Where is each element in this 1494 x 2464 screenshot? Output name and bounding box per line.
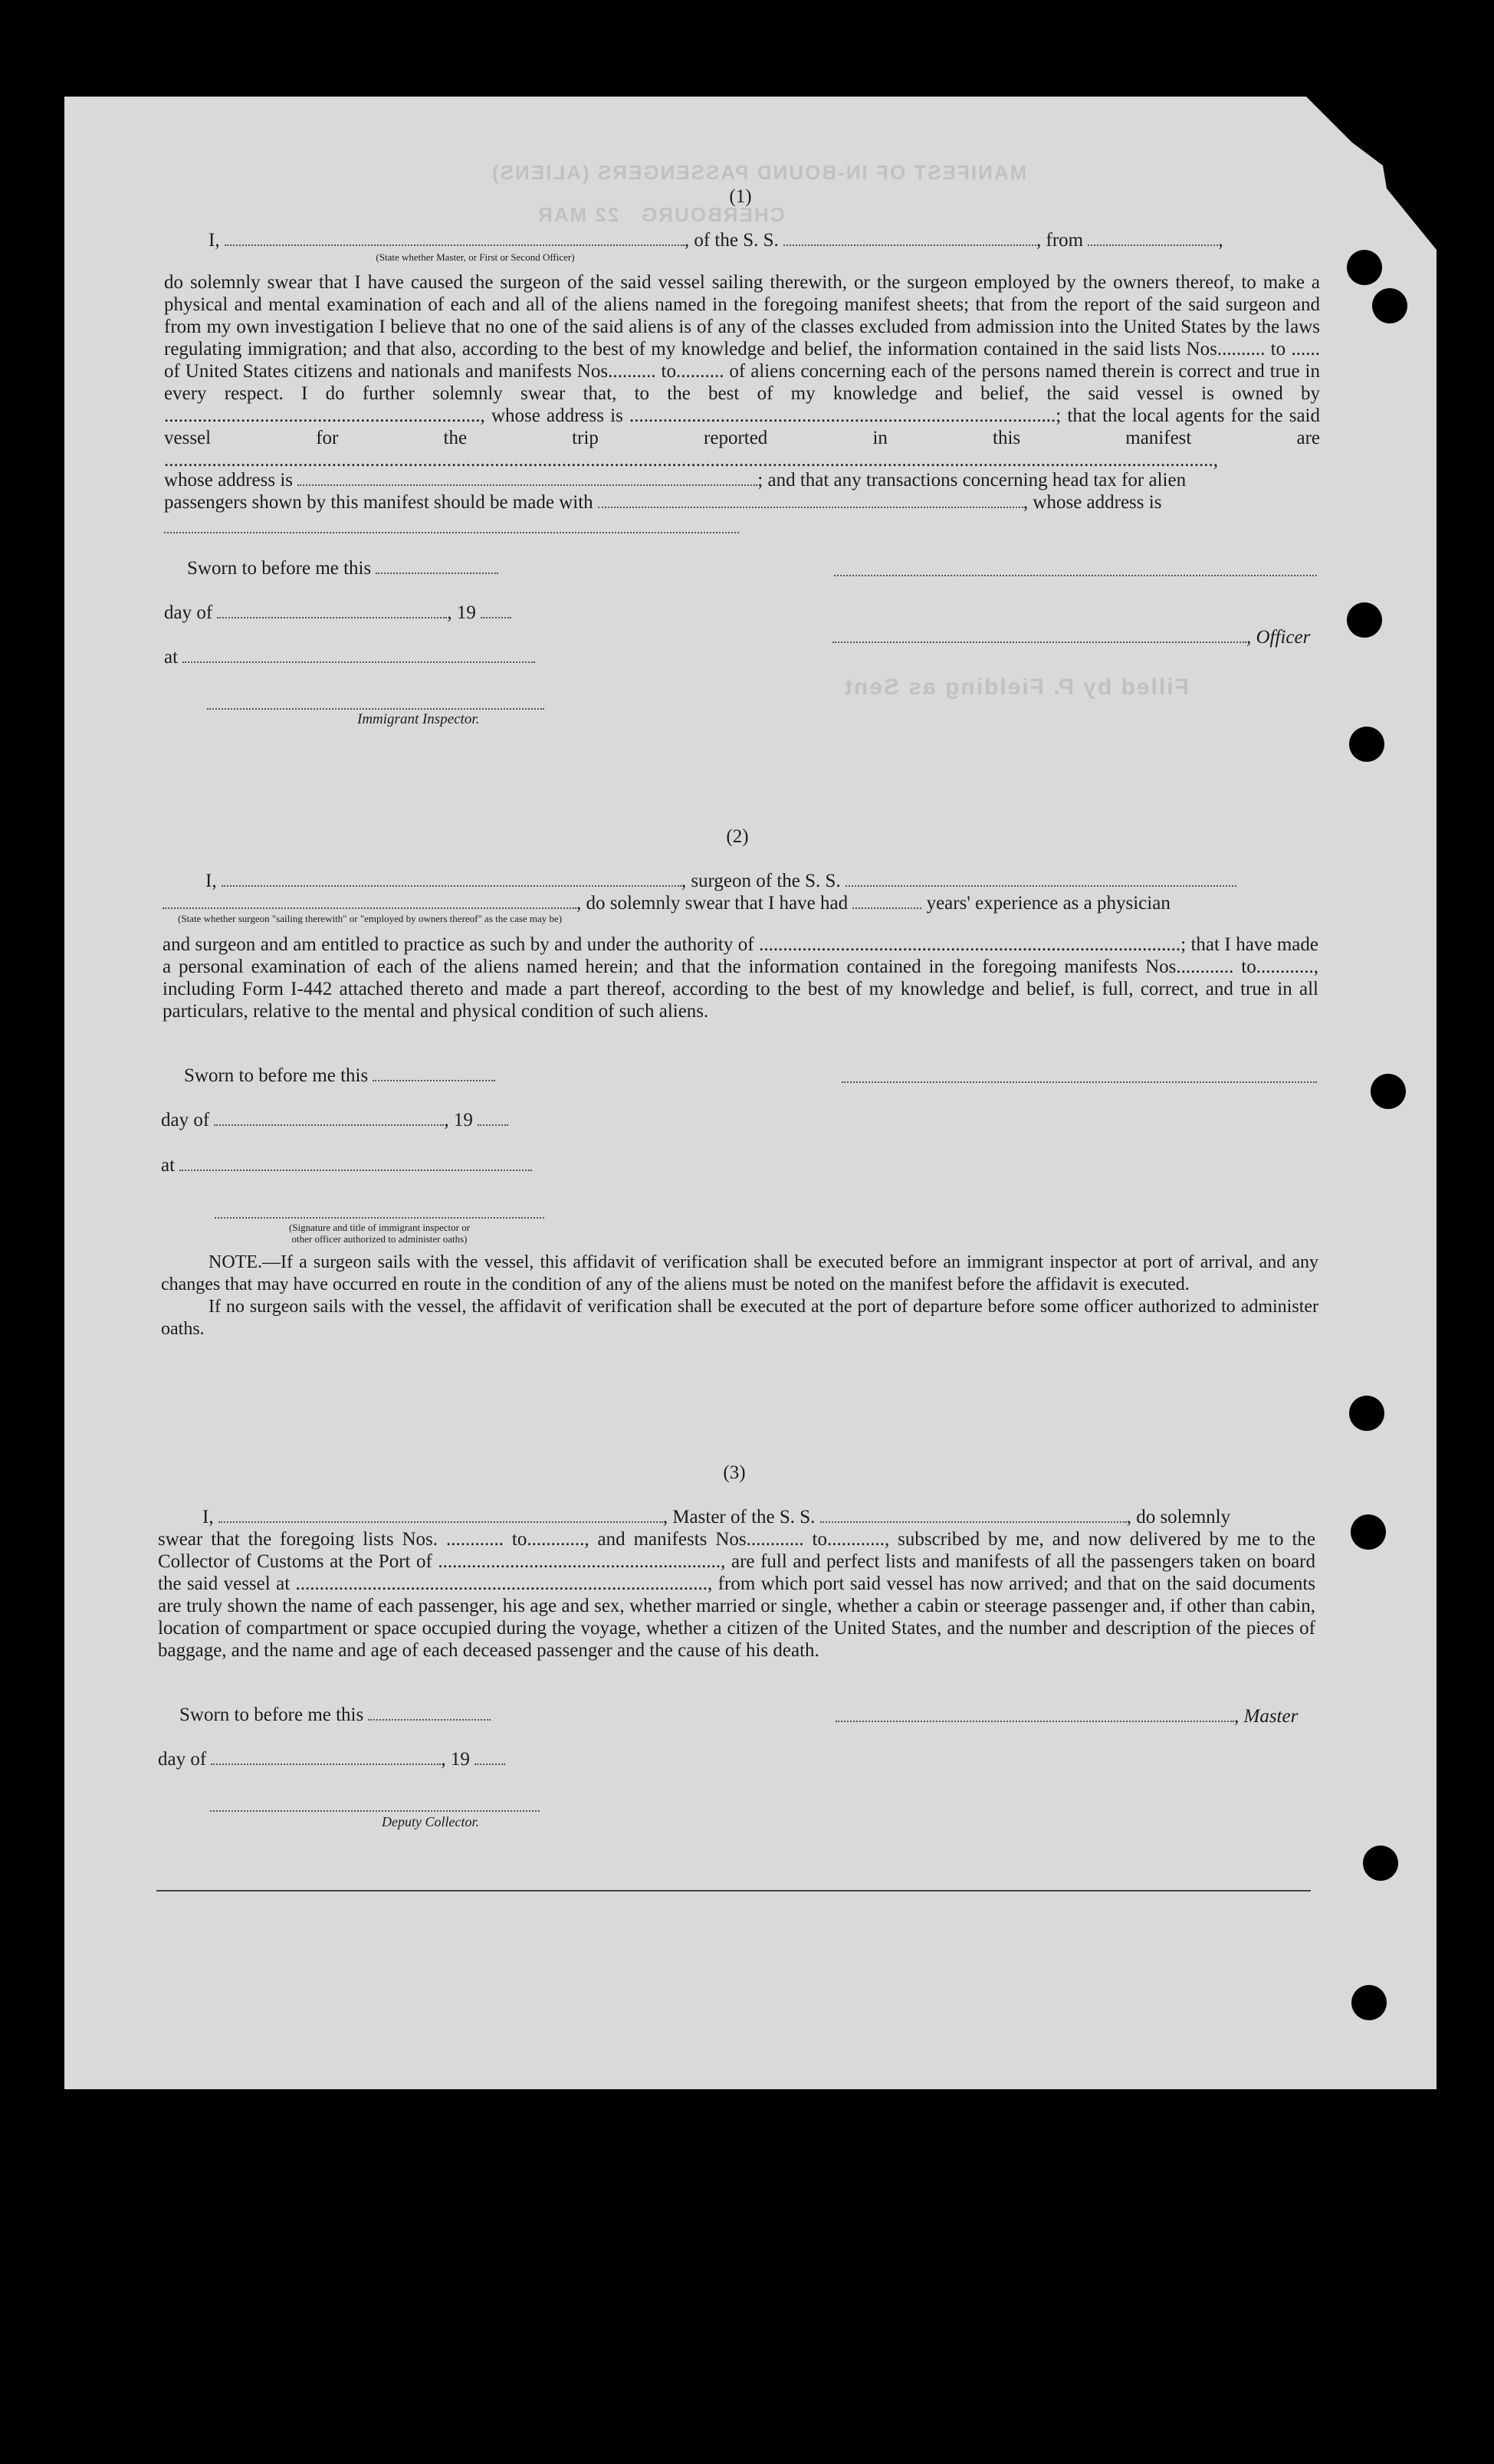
- surgeon-note: [161, 1252, 1318, 1340]
- section-1-i: I,: [209, 230, 220, 251]
- at-place-blank: [182, 648, 535, 663]
- section-1-day-line: day of , 19: [164, 602, 511, 624]
- immigrant-inspector-caption: Immigrant Inspector.: [357, 711, 480, 727]
- section-3-number: (3): [723, 1462, 746, 1483]
- punch-hole: [1351, 1514, 1386, 1550]
- section-1-at-line: at: [164, 647, 535, 668]
- bleed-through-text: Filled by P. Fielding as Sent: [843, 674, 1189, 700]
- section-2-at-line: at: [161, 1155, 532, 1176]
- punch-hole: [1349, 1396, 1384, 1431]
- signature-caption-line2: other officer authorized to administer oaths): [291, 1233, 468, 1245]
- section-3-first-line: I, , Master of the S. S. , do solemnly: [202, 1507, 1231, 1527]
- section-3-sworn-line: Sworn to before me this: [179, 1704, 491, 1726]
- master-signature-line: , Master: [836, 1706, 1298, 1727]
- section-2-day-line: day of , 19: [161, 1110, 508, 1131]
- section-3-oath-paragraph: swear that the foregoing lists Nos. ............ to............, and manifests Nos............ to............, subscribed by me, and now delivered by me to the Collector of Customs at the Port of ..........................................................., are full and perfect lists and manifests of all the passengers taken on board the said vessel at ......................................................................................, from which port said vessel has now arrived; and that on the said documents are truly shown the name of each passenger, his age and sex, whether married or single, whether a cabin or steerage passenger and, if other than cabin, location of compartment or space occupied during the voyage, whether a citizen of the United States, and the number and description of the pieces of baggage, and the name and age of each deceased passenger and the cause of his death.: [158, 1529, 1315, 1661]
- officer-signature-line: , Officer: [832, 627, 1310, 648]
- master-signature-blank: [836, 1707, 1234, 1722]
- punch-hole: [1351, 1985, 1387, 2020]
- section-1-vessel-label: , of the S. S.: [684, 230, 779, 251]
- head-tax-agent-blank: [598, 493, 1023, 508]
- collector-signature-blank: [210, 1810, 540, 1812]
- surgeon-status-blank: [163, 894, 576, 909]
- punch-hole: [1363, 1846, 1398, 1881]
- master-name-blank: [218, 1508, 663, 1523]
- year-blank: [478, 1111, 508, 1126]
- surgeon-vessel-blank: [846, 871, 1236, 887]
- punch-hole: [1371, 1074, 1406, 1109]
- sworn-date-blank: [373, 1066, 495, 1081]
- day-of-blank: [214, 1111, 444, 1126]
- section-1-number: (1): [729, 186, 752, 207]
- section-1-first-line: I, , of the S. S. , from ,: [209, 230, 1223, 251]
- day-of-blank: [217, 603, 447, 618]
- surgeon-signature-blank: [842, 1081, 1317, 1083]
- deputy-collector-caption: Deputy Collector.: [382, 1814, 479, 1829]
- punch-hole: [1349, 727, 1384, 762]
- day-of-blank: [211, 1750, 441, 1765]
- section-2-oath-paragraph: and surgeon and am entitled to practice as such by and under the authority of ........................................................................................; that I have made a personal examination of each of the aliens named herein; and that the information contained in the foregoing manifests Nos............ to............, including Form I-442 attached thereto and made a part thereof, according to the best of my knowledge and belief, is full, correct, and true in all particulars, relative to the mental and physical condition of such aliens.: [163, 934, 1318, 1022]
- section-1-oath-paragraph: do solemnly swear that I have caused the surgeon of the said vessel sailing therewith, or the surgeon employed by the owners thereof, to make a physical and mental examination of each and all of the aliens named in the foregoing manifest sheets; that from the report of the said surgeon and from my own investigation I believe that no one of the said aliens is of any of the classes excluded from admission into the United States by the laws regulating immigration; and that also, according to the best of my knowledge and belief, the information contained in the said lists Nos.......... to ...... of United States citizens and nationals and manifests Nos.......... to.......... of aliens concerning each of the persons named therein is correct and true in every respect. I do further solemnly swear that, to the best of my knowledge and belief, the said vessel is owned by .................................................................., whose address is .........................................................................................; that the local agents for the said vessel for the trip reported in this manifest are ...........................................................................................................................................................................................................................,: [164, 272, 1320, 471]
- section-1-address-blank: [164, 532, 739, 533]
- officer-signature-blank-top: [834, 575, 1317, 576]
- vessel-name-blank: [783, 231, 1036, 246]
- bleed-through-text: CHERBOURG 22 MAR: [537, 203, 785, 226]
- vessel-name-blank: [820, 1508, 1127, 1523]
- bottom-rule: [156, 1890, 1311, 1891]
- at-place-blank: [179, 1156, 532, 1171]
- punch-hole: [1372, 288, 1407, 323]
- section-1-sworn-line: Sworn to before me this: [187, 558, 498, 579]
- section-1-officer-caption: (State whether Master, or First or Second Officer): [376, 251, 575, 263]
- section-1-from-label: , from: [1036, 230, 1084, 251]
- year-blank: [474, 1750, 505, 1765]
- section-2-sworn-line: Sworn to before me this: [184, 1065, 495, 1087]
- inspector-signature-blank: [207, 708, 544, 710]
- section-2-second-line: , do solemnly swear that I have had years' experience as a physician: [163, 893, 1171, 914]
- note-paragraph-1: NOTE.—If a surgeon sails with the vessel, this affidavit of verification shall be executed before an immigrant inspector at port of arrival, and any changes that may have occurred en route in the condition of any of the aliens must be noted on the manifest before the affidavit is executed.: [161, 1252, 1318, 1294]
- surgeon-name-blank: [222, 871, 681, 887]
- section-2-first-line: I, , surgeon of the S. S.: [205, 871, 1236, 892]
- agent-address-blank: [297, 471, 757, 486]
- note-paragraph-2: If no surgeon sails with the vessel, the affidavit of verification shall be executed at the port of departure before some officer authorized to administer oaths.: [161, 1297, 1318, 1339]
- section-3-day-line: day of , 19: [158, 1749, 505, 1770]
- signature-caption-line1: (Signature and title of immigrant inspector or: [288, 1222, 471, 1233]
- sworn-date-blank: [376, 559, 498, 574]
- bleed-through-text: MANIFEST OF IN-BOUND PASSENGERS (ALIENS): [491, 161, 1027, 184]
- years-blank: [852, 894, 921, 909]
- sworn-date-blank: [368, 1705, 491, 1721]
- authorized-officer-signature-blank: [215, 1217, 544, 1219]
- punch-hole: [1347, 602, 1382, 638]
- section-1-whose-address-line: whose address is ; and that any transactions concerning head tax for alien: [164, 470, 1187, 491]
- section-2-number: (2): [726, 826, 749, 847]
- year-blank: [481, 603, 511, 618]
- master-name-blank: [225, 231, 685, 246]
- section-1-passengers-line: passengers shown by this manifest should be made with , whose address is: [164, 492, 1162, 513]
- section-2-surgeon-caption: (State whether surgeon "sailing therewith" or "employed by owners thereof" as the case may be): [178, 913, 563, 924]
- punch-hole: [1347, 250, 1382, 285]
- officer-signature-blank: [832, 628, 1246, 643]
- port-from-blank: [1088, 231, 1218, 246]
